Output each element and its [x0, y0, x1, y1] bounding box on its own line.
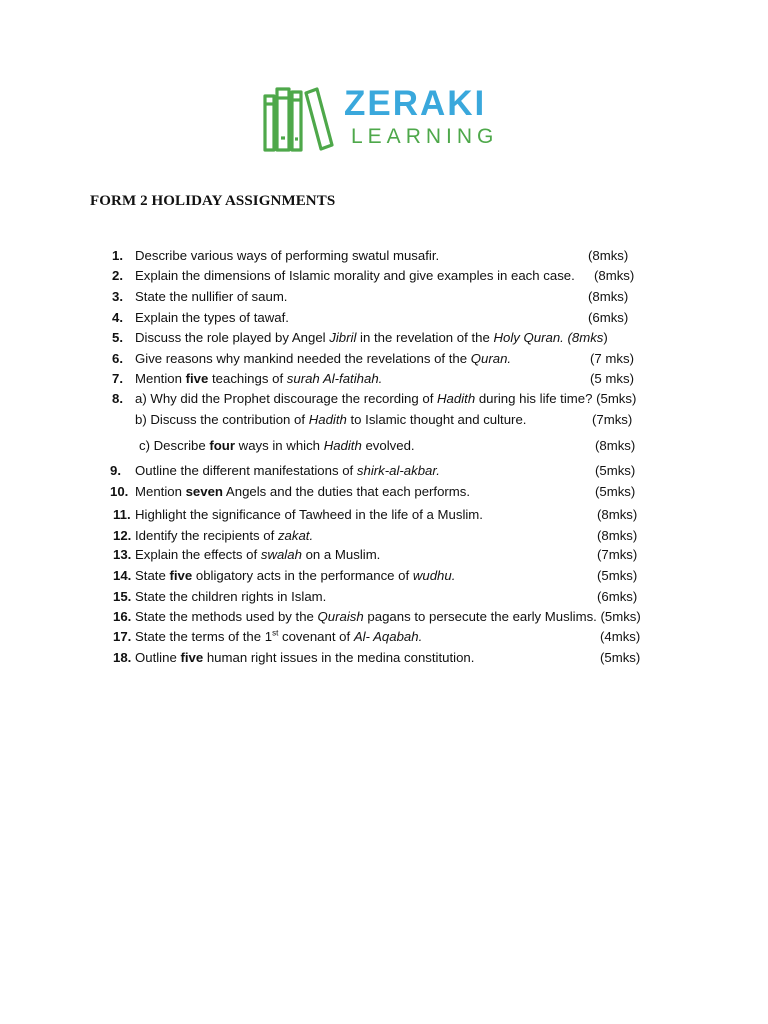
question-text	[135, 547, 380, 563]
question-number: 18.	[113, 650, 132, 665]
brand-name: ZERAKI	[344, 84, 487, 123]
question-marks: (4mks)	[600, 629, 641, 644]
question-text	[135, 310, 289, 326]
text-run: Quraish	[317, 609, 364, 624]
question-text	[135, 330, 608, 346]
question-number: 7.	[112, 371, 123, 386]
text-run: teachings of	[208, 371, 287, 386]
text-run: State	[135, 568, 170, 583]
text-run: five	[185, 371, 209, 386]
text-run: Hadith	[437, 391, 476, 406]
text-run: b) Discuss the contribution of	[135, 412, 309, 427]
text-run: seven	[185, 484, 223, 499]
question-text	[139, 438, 415, 454]
text-run: st	[272, 628, 279, 638]
question-text	[135, 507, 483, 523]
question-marks: (7 mks)	[590, 351, 634, 366]
question-number: 16.	[113, 609, 132, 624]
zeraki-logo	[262, 84, 522, 156]
text-run: during his life time? (5mks)	[475, 391, 637, 406]
question-marks: (8mks)	[588, 289, 629, 304]
question-marks: (8mks)	[594, 268, 635, 283]
text-run: Holy Quran. (8mks	[493, 330, 604, 345]
question-marks: (5mks)	[595, 463, 636, 478]
question-text	[135, 629, 422, 645]
text-run: to Islamic thought and culture.	[346, 412, 527, 427]
question-number: 5.	[112, 330, 123, 345]
text-run: Explain the types of tawaf.	[135, 310, 289, 325]
question-marks: (8mks)	[595, 438, 636, 453]
question-text	[135, 289, 287, 305]
text-run: c) Describe	[139, 438, 210, 453]
text-run: State the methods used by the	[135, 609, 318, 624]
question-marks: (5mks)	[597, 568, 638, 583]
question-marks: (6mks)	[588, 310, 629, 325]
text-run: Give reasons why mankind needed the revelations of the	[135, 351, 471, 366]
text-run: shirk-al-akbar.	[356, 463, 440, 478]
text-run: Identify the recipients of	[135, 528, 278, 543]
question-number: 4.	[112, 310, 123, 325]
text-run: four	[209, 438, 235, 453]
text-run: obligatory acts in the performance of	[192, 568, 413, 583]
question-text	[135, 484, 470, 500]
question-marks: (7mks)	[597, 547, 638, 562]
question-number: 1.	[112, 248, 123, 263]
text-run: ways in which	[235, 438, 324, 453]
text-run: State the nullifier of saum.	[135, 289, 288, 304]
text-run: evolved.	[361, 438, 415, 453]
text-run: swalah	[260, 547, 302, 562]
text-run: in the revelation of the	[356, 330, 494, 345]
question-marks: (8mks)	[597, 507, 638, 522]
question-text	[135, 248, 439, 264]
text-run: pagans to persecute the early Muslims. (5mks)	[363, 609, 641, 624]
text-run: surah Al-fatihah.	[286, 371, 383, 386]
question-number: 6.	[112, 351, 123, 366]
question-text	[135, 568, 455, 584]
text-run: on a Muslim.	[301, 547, 381, 562]
question-marks: (5mks)	[600, 650, 641, 665]
text-run: Mention	[135, 371, 186, 386]
text-run: Angels and the duties that each performs.	[223, 484, 471, 499]
question-marks: (5mks)	[595, 484, 636, 499]
books-icon	[262, 84, 338, 154]
text-run: Describe various ways of performing swatul musafir.	[135, 248, 440, 263]
text-run: a) Why did the Prophet discourage the recording of	[135, 391, 438, 406]
text-run: Explain the dimensions of Islamic morality and give examples in each case.	[135, 268, 575, 283]
question-number: 14.	[113, 568, 132, 583]
question-number: 11.	[113, 507, 131, 522]
question-marks: (5 mks)	[590, 371, 634, 386]
question-marks: (8mks)	[588, 248, 629, 263]
text-run: Explain the effects of	[135, 547, 261, 562]
text-run: )	[603, 330, 608, 345]
question-marks: (6mks)	[597, 589, 638, 604]
question-text	[135, 650, 474, 666]
question-number: 12.	[113, 528, 132, 543]
document-title: FORM 2 HOLIDAY ASSIGNMENTS	[90, 193, 336, 209]
text-run: Mention	[135, 484, 186, 499]
question-number: 15.	[113, 589, 132, 604]
question-marks: (7mks)	[592, 412, 633, 427]
question-text	[135, 589, 326, 605]
text-run: covenant of	[278, 629, 354, 644]
text-run: Outline	[135, 650, 181, 665]
text-run: zakat.	[277, 528, 314, 543]
text-run: Hadith	[323, 438, 362, 453]
question-number: 9.	[110, 463, 121, 478]
text-run: Hadith	[308, 412, 347, 427]
question-text	[135, 391, 636, 407]
question-number: 2.	[112, 268, 123, 283]
question-number: 13.	[113, 547, 132, 562]
question-text	[135, 463, 440, 479]
question-number: 10.	[110, 484, 129, 499]
text-run: State the terms of the 1	[135, 629, 273, 644]
text-run: Discuss the role played by Angel	[135, 330, 330, 345]
question-number: 8.	[112, 391, 123, 406]
text-run: State the children rights in Islam.	[135, 589, 327, 604]
text-run: Outline the different manifestations of	[135, 463, 357, 478]
question-marks: (8mks)	[597, 528, 638, 543]
text-run: wudhu.	[412, 568, 456, 583]
question-text	[135, 412, 526, 428]
text-run: human right issues in the medina constitution.	[203, 650, 475, 665]
text-run: Quran.	[470, 351, 512, 366]
text-run: five	[180, 650, 204, 665]
text-run: Jibril	[329, 330, 357, 345]
question-text	[135, 351, 511, 367]
brand-subtitle: LEARNING	[351, 125, 499, 148]
question-text	[135, 371, 382, 387]
question-text	[135, 609, 641, 625]
question-text	[135, 528, 313, 544]
question-number: 17.	[113, 629, 132, 644]
text-run: five	[169, 568, 193, 583]
question-number: 3.	[112, 289, 123, 304]
text-run: Al- Aqabah.	[353, 629, 423, 644]
text-run: Highlight the significance of Tawheed in the life of a Muslim.	[135, 507, 483, 522]
question-text	[135, 268, 575, 284]
